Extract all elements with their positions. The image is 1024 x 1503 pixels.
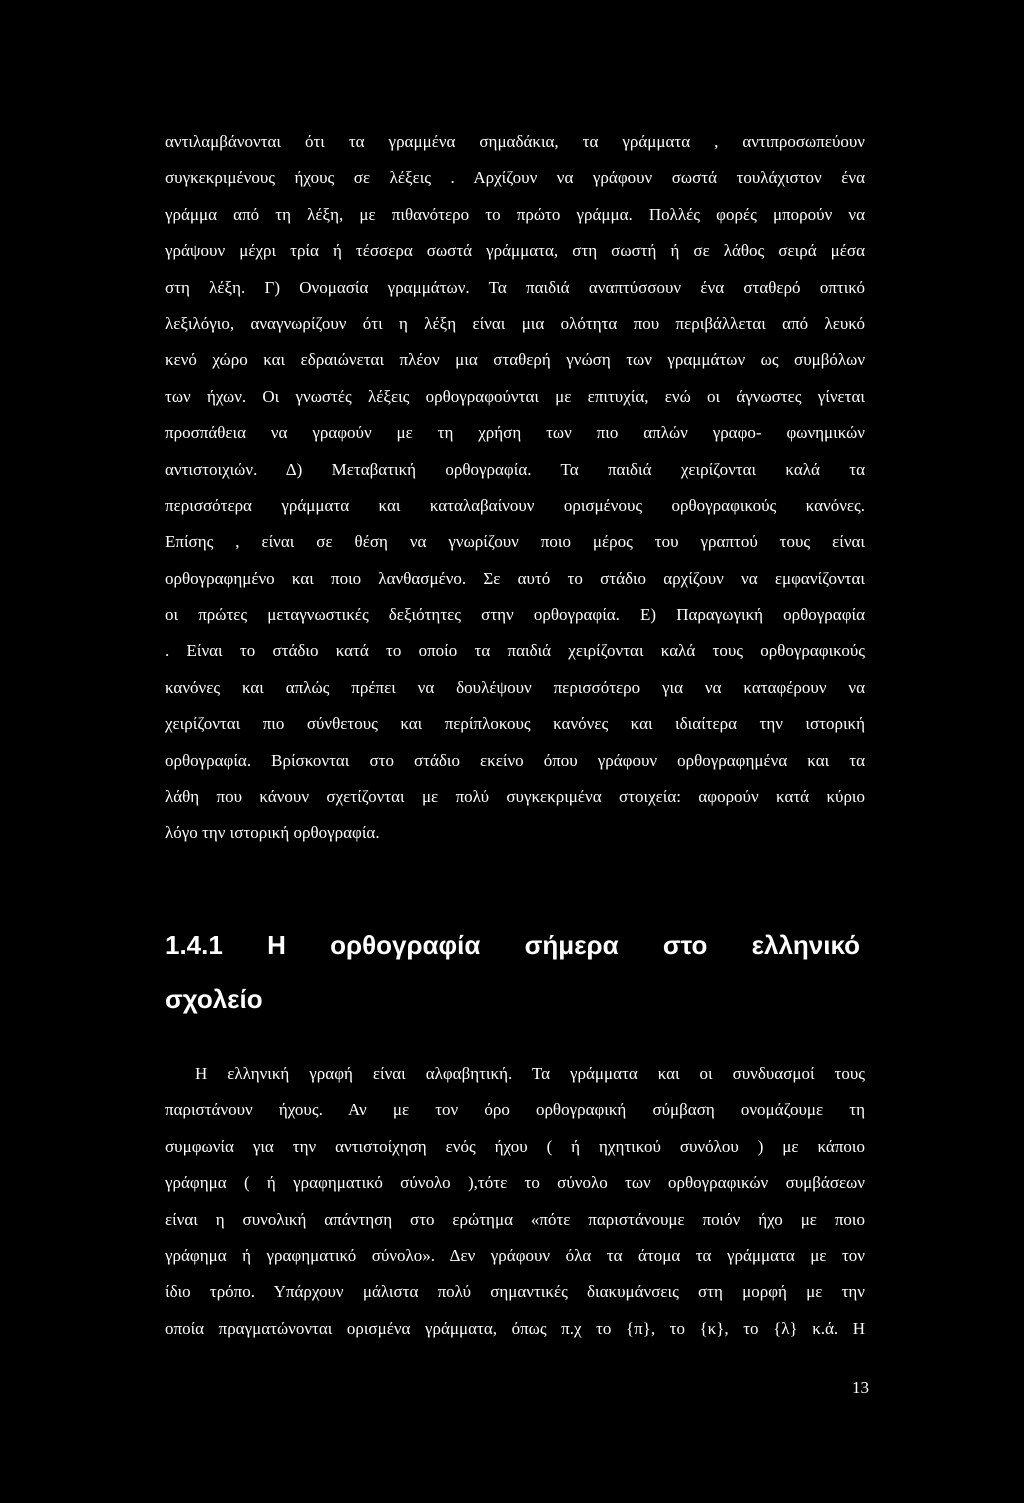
- text-line: αντιλαμβάνονται ότι τα γραμμένα σημαδάκια, τα γράμματα , αντιπροσωπεύουν: [165, 132, 865, 151]
- text-line: ορθογραφημένο και ποιο λανθασμένο. Σε αυτό το στάδιο αρχίζουν να εμφανίζονται: [165, 568, 865, 588]
- text-line: Επίσης , είναι σε θέση να γνωρίζουν ποιο μέρος του γραπτού τους είναι: [165, 532, 865, 552]
- text-line: γράφημα ( ή γραφηματικό σύνολο ),τότε το σύνολο των ορθογραφικών συμβάσεων: [165, 1173, 865, 1193]
- text-line: γράφημα ή γραφηματικό σύνολο». Δεν γράφουν όλα τα άτομα τα γράμματα με τον: [165, 1245, 865, 1265]
- section-heading: [165, 918, 860, 1026]
- text-line: οι πρώτες μεταγνωστικές δεξιότητες στην ορθογραφία. Ε) Παραγωγική ορθογραφία: [165, 605, 865, 625]
- text-line: στη λέξη. Γ) Ονομασία γραμμάτων. Τα παιδιά αναπτύσσουν ένα σταθερό οπτικό: [165, 277, 865, 297]
- text-line: λεξιλόγιο, αναγνωρίζουν ότι η λέξη είναι μια ολότητα που περιβάλλεται από λευκό: [165, 313, 865, 333]
- text-line: περισσότερα γράμματα και καταλαβαίνουν ορισμένους ορθογραφικούς κανόνες.: [165, 495, 865, 515]
- body-paragraph-greek-writing: [165, 1056, 865, 1347]
- text-line: λάθη που κάνουν σχετίζονται με πολύ συγκεκριμένα στοιχεία: αφορούν κατά κύριο: [165, 787, 865, 807]
- text-line: Η ελληνική γραφή είναι αλφαβητική. Τα γράμματα και οι συνδυασμοί τους: [195, 1064, 865, 1083]
- text-line: παριστάνουν ήχους. Αν με τον όρο ορθογραφική σύμβαση ονομάζουμε τη: [165, 1100, 865, 1120]
- text-line: είναι η συνολική απάντηση στο ερώτημα «πότε παριστάνουμε ποιόν ήχο με ποιο: [165, 1209, 865, 1229]
- text-line: αντιστοιχιών. Δ) Μεταβατική ορθογραφία. Τα παιδιά χειρίζονται καλά τα: [165, 459, 865, 479]
- body-paragraph-stages: [165, 124, 865, 852]
- text-line: κενό χώρο και εδραιώνεται πλέον μια σταθερή γνώση των γραμμάτων ως συμβόλων: [165, 350, 865, 370]
- text-line: λόγο την ιστορική ορθογραφία.: [165, 823, 380, 843]
- text-line: χειρίζονται πιο σύνθετους και περίπλοκους κανόνες και ιδιαίτερα την ιστορική: [165, 714, 865, 734]
- text-line: συγκεκριμένους ήχους σε λέξεις . Αρχίζουν να γράφουν σωστά τουλάχιστον ένα: [165, 168, 865, 188]
- text-line: . Είναι το στάδιο κατά το οποίο τα παιδιά χειρίζονται καλά τους ορθογραφικούς: [165, 641, 865, 661]
- page-number: 13: [852, 1378, 869, 1397]
- text-line: γράψουν μέχρι τρία ή τέσσερα σωστά γράμματα, στη σωστή ή σε λάθος σειρά μέσα: [165, 241, 865, 261]
- text-line: των ήχων. Οι γνωστές λέξεις ορθογραφούνται με επιτυχία, ενώ οι άγνωστες γίνεται: [165, 386, 865, 406]
- heading-line: σχολείο: [165, 984, 263, 1014]
- text-line: γράμμα από τη λέξη, με πιθανότερο το πρώτο γράμμα. Πολλές φορές μπορούν να: [165, 204, 865, 224]
- text-line: κανόνες και απλώς πρέπει να δουλέψουν περισσότερο για να καταφέρουν να: [165, 677, 865, 697]
- heading-line: 1.4.1 Η ορθογραφία σήμερα στο ελληνικό: [165, 930, 860, 960]
- text-line: ορθογραφία. Βρίσκονται στο στάδιο εκείνο όπου γράφουν ορθογραφημένα και τα: [165, 750, 865, 770]
- text-line: οποία πραγματώνονται ορισμένα γράμματα, όπως π.χ το {π}, το {κ}, το {λ} κ.ά. Η: [165, 1318, 865, 1338]
- text-line: συμφωνία για την αντιστοίχηση ενός ήχου ( ή ηχητικού συνόλου ) με κάποιο: [165, 1136, 865, 1156]
- text-line: ίδιο τρόπο. Υπάρχουν μάλιστα πολύ σημαντικές διακυμάνσεις στη μορφή με την: [165, 1282, 865, 1302]
- text-line: προσπάθεια να γραφούν με τη χρήση των πιο απλών γραφο- φωνημικών: [165, 423, 865, 443]
